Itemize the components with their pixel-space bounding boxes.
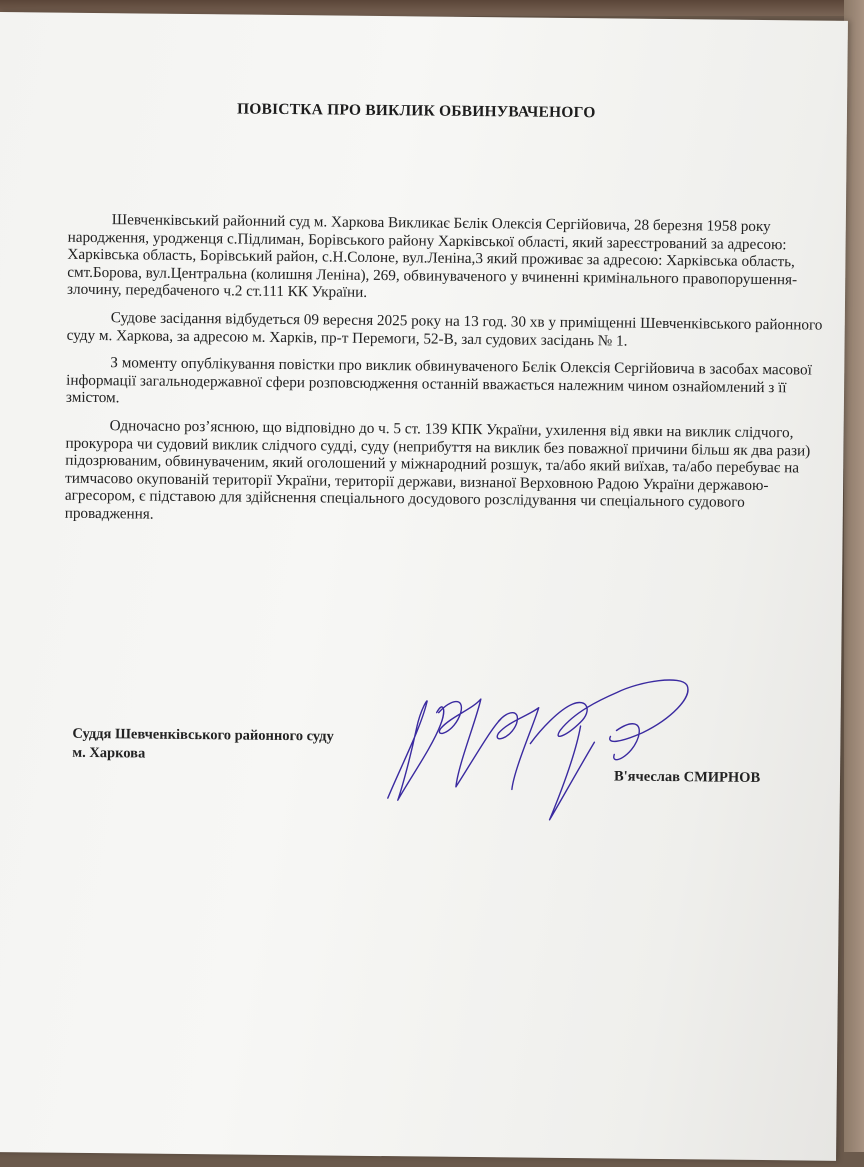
judge-position-line1: Суддя Шевченківського районного суду [72,725,334,745]
paragraph-hearing: Судове засідання відбудеться 09 вересня 2025 року на 13 год. 30 хв у приміщенні Шевченківського районного суду м. Харкова, за адресою м. Харків, пр-т Перемоги, 52-В, зал судових засідань № 1. [66,309,823,350]
handwritten-signature [379,668,701,841]
judge-position-line2: м. Харкова [72,744,146,762]
footer-mark [580,1158,660,1165]
document-page [0,12,848,1161]
table-background-right [844,0,864,1152]
document-title: ПОВІСТКА ПРО ВИКЛИК ОБВИНУВАЧЕНОГО [236,100,596,122]
paragraph-publication: З моменту опублікування повістки про виклик обвинуваченого Бєлік Олексія Сергійовича в засобах масової інформації загальнодержавної сфери розповсюдження останній вважається належним чином ознайомлений з її змістом. [65,354,812,407]
paragraph-explanation: Одночасно роз’яснюю, що відповідно до ч. 5 ст. 139 КПК України, ухилення від явки на виклик слідчого, прокурора чи судовий виклик слідчого судді, суду (неприбуття на виклик без поважної причини більш як два рази) підозрюваним, обвинуваченим, який оголошений у міжнародний розшук, та/або який виїхав, та/або перебуває на тимчасово окупованій території України, території держави, визнаної Верховною Радою України державою-агресором, є підставою для здійснення спеціального досудового розслідування чи спеціального судового провадження. [64,417,811,523]
judge-position [72,725,392,766]
judge-name: В'ячеслав СМИРНОВ [613,768,761,787]
paragraph-summons: Шевченківський районний суд м. Харкова Викликає Бєлік Олексія Сергійовича, 28 березня 1958 року народження, уродженця с.Підлиман, Борівського району Харківської області, який зареєстрований за адресою: Харківська область, Борівський район, с.Н.Солоне, вул.Леніна,3 який проживає за адресою: Харківська область, смт.Борова, вул.Центральна (колишня Леніна), 269, обвинуваченого у вчиненні кримінального правопорушення-злочину, передбаченого ч.2 ст.111 КК України. [67,211,798,302]
document-body [65,211,828,540]
